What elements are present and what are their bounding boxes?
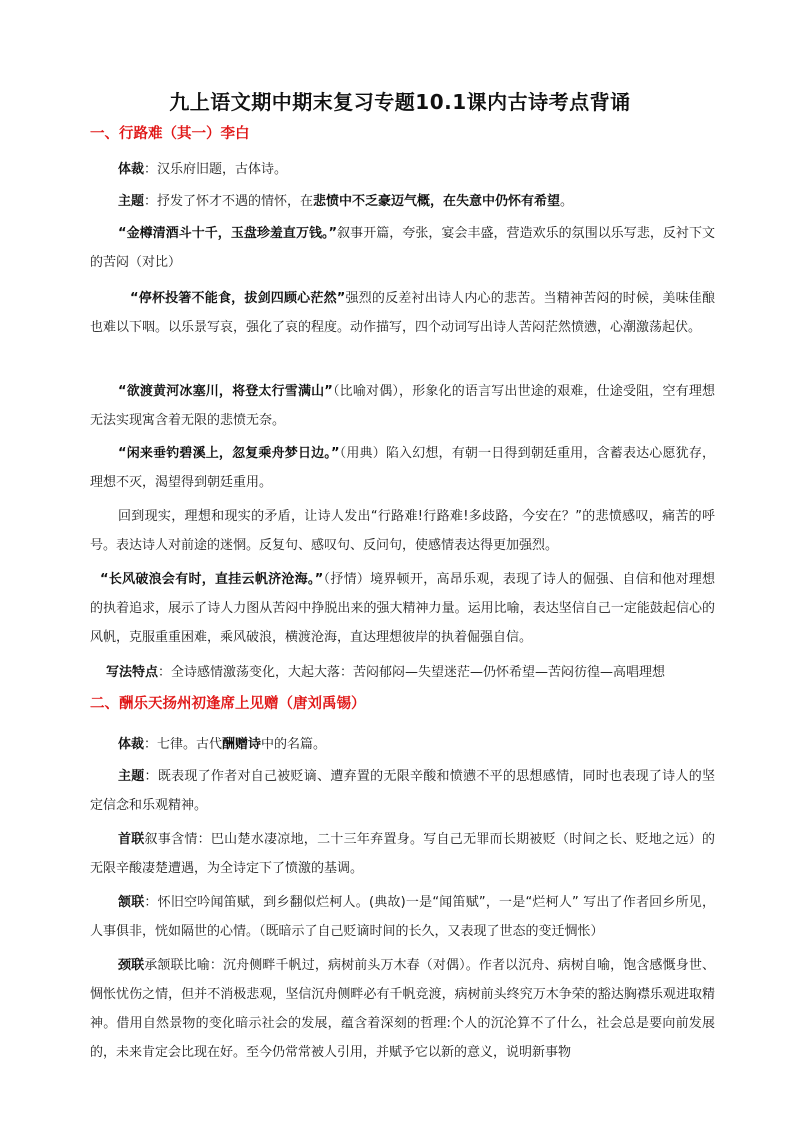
- s1-genre-label: 体裁: [118, 162, 145, 177]
- s1-quote6: “长风破浪会有时，直挂云帆济沧海。”: [100, 572, 324, 587]
- s1-genre-text: ：汉乐府旧题，古体诗。: [144, 162, 288, 177]
- s1-quote3-text: （比喻对偶），形象化的语言写出世途的艰难，仕途受阻，空有理想无法实现寓含着无限的悲愤无奈。: [90, 384, 715, 428]
- s1-quote3: “欲渡黄河冰塞川，将登太行雪满山”: [118, 384, 333, 399]
- section2-heading: 二、酬乐天扬州初逢席上见赠（唐刘禹锡）: [90, 696, 366, 712]
- s1-theme-text: ：抒发了怀才不遇的情怀，在: [144, 194, 314, 209]
- s2-genre-bold: 酬赠诗: [222, 737, 262, 752]
- s1-genre: [90, 155, 715, 184]
- s2-theme: [90, 762, 715, 820]
- s1-quote3-para: [90, 377, 715, 435]
- s1-quote2-para: [90, 284, 715, 342]
- s1-style-label: 写法特点: [106, 665, 159, 680]
- s2-genre-text1: ：七律。古代: [144, 737, 223, 752]
- s1-theme-bold: 悲愤中不乏豪迈气概，在失意中仍怀有希望: [313, 194, 561, 209]
- s1-style: [90, 658, 715, 687]
- s2-couplet3: [90, 951, 715, 1067]
- s2-couplet1: [90, 825, 715, 883]
- s2-genre: [90, 730, 715, 759]
- s1-style-text: ：全诗感情激荡变化，大起大落：苦闷郁闷—失望迷茫—仍怀希望—苦闷彷徨—高唱理想: [158, 665, 666, 680]
- s2-couplet2-text: ：怀旧空吟闻笛赋，到乡翻似烂柯人。(典故)一是“闻笛赋”，一是“烂柯人” 写出了作者回乡所见，人事俱非，恍如隔世的心情。（既暗示了自己贬谪时间的长久，又表现了世态的变迁惆怅）: [90, 895, 715, 939]
- s2-theme-label: 主题: [118, 769, 145, 784]
- s2-couplet3-text: 承颔联比喻：沉舟侧畔千帆过，病树前头万木春（对偶）。作者以沉舟、病树自喻，饱含感慨身世、惆怅忧伤之情，但并不消极悲观，坚信沉舟侧畔必有千帆竞渡，病树前头终究万木争荣的豁达胸襟乐观进取精神。借用自然景物的变化暗示社会的发展，蕴含着深刻的哲理:个人的沉沦算不了什么，社会总是要向前发展的，未来肯定会比现在好。至今仍常常被人引用，并赋予它以新的意义，说明新事物: [90, 958, 715, 1060]
- s1-quote4: “闲来垂钓碧溪上，忽复乘舟梦日边。”: [118, 446, 340, 461]
- s1-quote2-text: 强烈的反差衬出诗人内心的悲苦。当精神苦闷的时候，美味佳酿也难以下咽。以乐景写哀，强化了哀的程度。动作描写，四个动词写出诗人苦闷茫然愤懑，心潮激荡起伏。: [90, 291, 715, 335]
- s2-couplet1-text: 叙事含情：巴山楚水凄凉地，二十三年弃置身。写自己无罪而长期被贬（时间之长、贬地之远）的无限辛酸凄楚遭遇，为全诗定下了愤激的基调。: [90, 832, 715, 876]
- s1-quote4-para: [90, 439, 715, 497]
- s1-para5: 回到现实，理想和现实的矛盾，让诗人发出“行路难!行路难!多歧路，今安在？”的悲愤感叹，痛苦的呼号。表达诗人对前途的迷惘。反复句、感叹句、反问句，使感情表达得更加强烈。: [90, 509, 715, 553]
- s1-quote1: “金樽清酒斗十千，玉盘珍羞直万钱。”: [118, 226, 338, 241]
- s1-quote6-text: （抒情）境界顿开，高昂乐观，表现了诗人的倔强、自信和他对理想的执着追求，展示了诗人力图从苦闷中挣脱出来的强大精神力量。运用比喻，表达坚信自己一定能鼓起信心的风帆，克服重重困难，乘风破浪，横渡沧海，直达理想彼岸的执着倔强自信。: [90, 572, 715, 645]
- section1-heading: 一、行路难（其一）李白: [90, 126, 250, 142]
- page-title: 九上语文期中期末复习专题10.1课内古诗考点背诵: [169, 90, 631, 114]
- s2-genre-label: 体裁: [118, 737, 145, 752]
- s1-theme-label: 主题: [118, 194, 145, 209]
- s2-couplet2-label: 颔联: [118, 895, 145, 910]
- s2-couplet3-label: 颈联: [118, 958, 145, 973]
- s1-quote6-para: [90, 565, 715, 652]
- s2-theme-text: ：既表现了作者对自己被贬谪、遭弃置的无限辛酸和愤懑不平的思想感情，同时也表现了诗人的坚定信念和乐观精神。: [90, 769, 715, 813]
- s1-quote1-text: 叙事开篇，夸张，宴会丰盛，营造欢乐的氛围以乐写悲，反衬下文的苦闷（对比）: [90, 226, 715, 270]
- s2-couplet2: [90, 888, 715, 946]
- s1-theme-end: 。: [560, 194, 574, 209]
- s1-quote4-text: （用典）陷入幻想，有朝一日得到朝廷重用，含蓄表达心愿犹存，理想不灭，渴望得到朝廷重用。: [90, 446, 715, 490]
- s1-theme: [90, 187, 715, 216]
- s2-genre-text2: 中的名篇。: [261, 737, 327, 752]
- s2-couplet1-label: 首联: [118, 832, 145, 847]
- s1-quote2: “停杯投箸不能食，拔剑四顾心茫然”: [130, 291, 346, 306]
- s1-quote1-para: [90, 219, 715, 277]
